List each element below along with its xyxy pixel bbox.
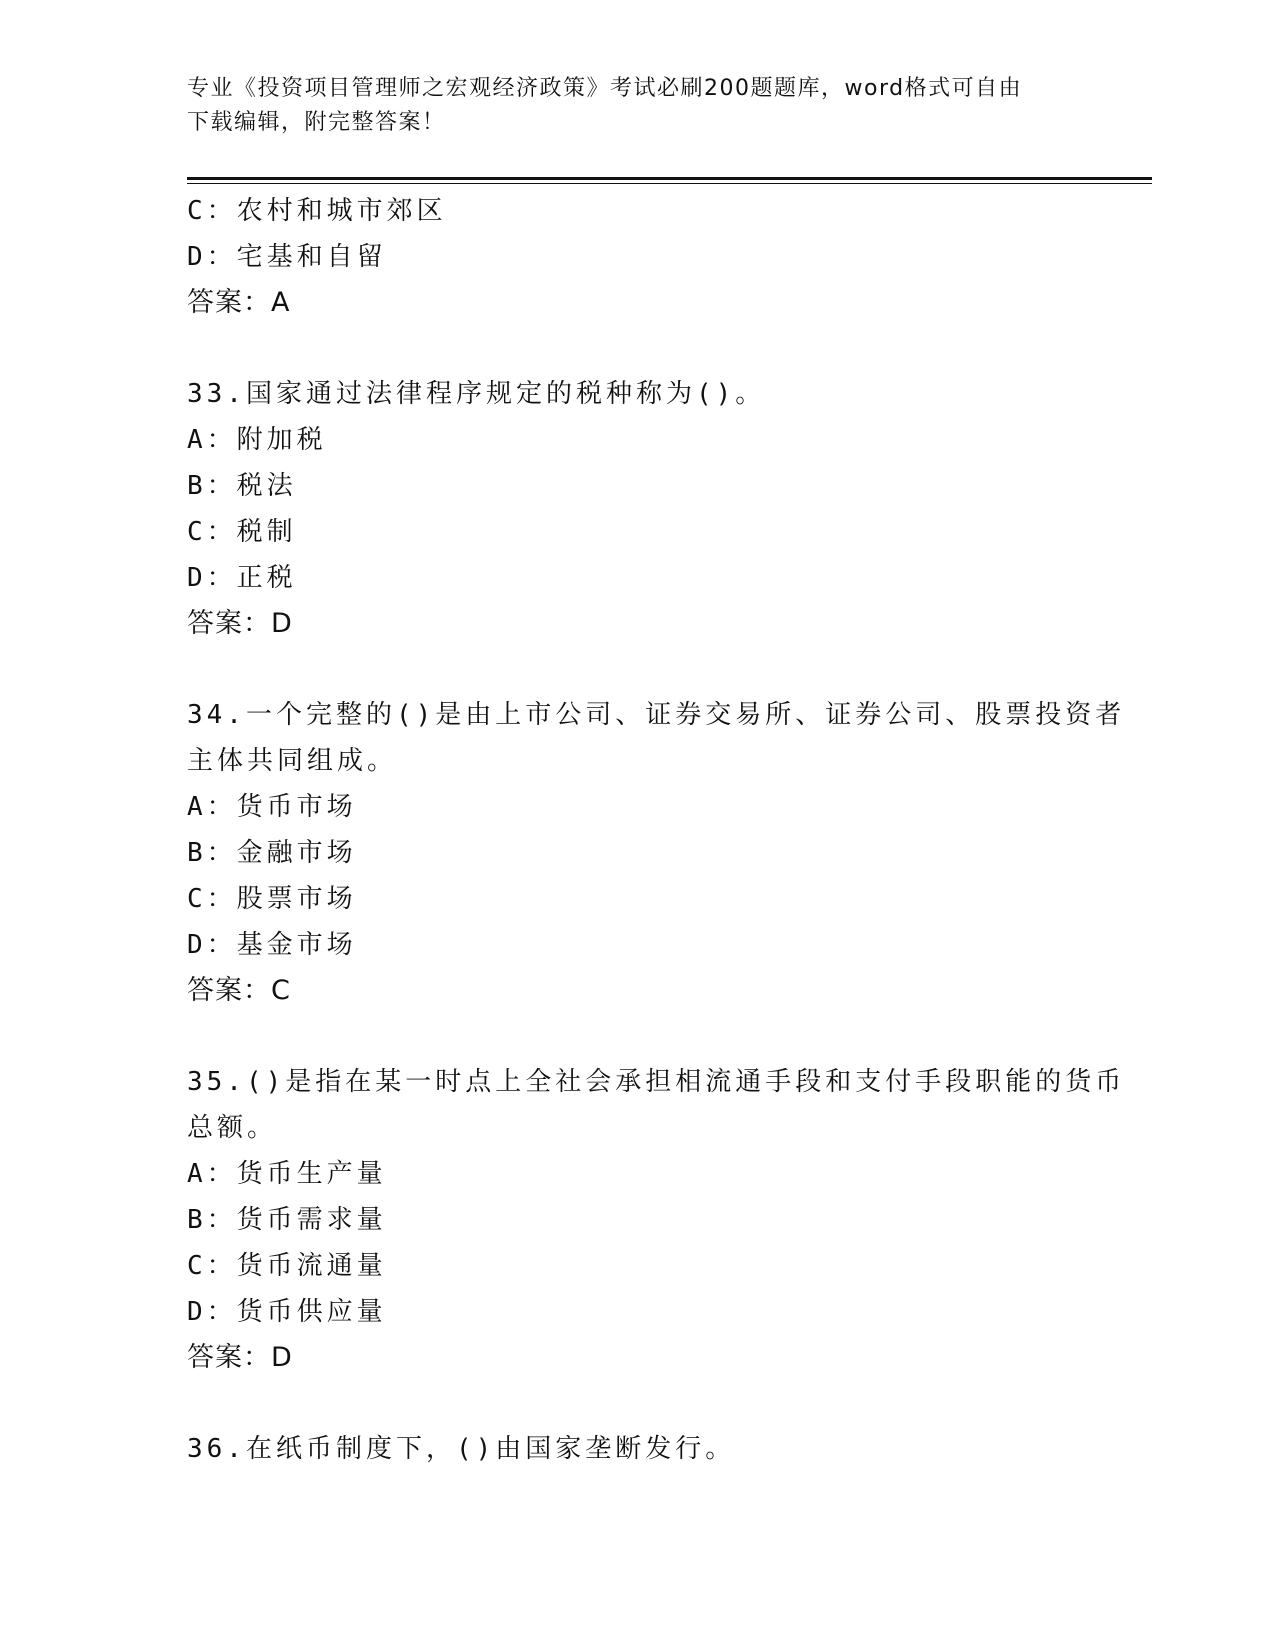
option-d: D：基金市场 (187, 930, 357, 960)
option-d: D：货币供应量 (187, 1297, 387, 1327)
option-d: D：宅基和自留 (187, 242, 387, 272)
question-stem: 36.在纸币制度下，()由国家垄断发行。 (187, 1434, 736, 1464)
question-35 (187, 1059, 1126, 1381)
header-line-2: 下载编辑，附完整答案！ (187, 110, 446, 135)
header-divider-thin (187, 183, 1152, 184)
header-line-1: 专业《投资项目管理师之宏观经济政策》考试必刷200题题库，word格式可自由 (187, 76, 1023, 101)
option-b: B：金融市场 (187, 838, 357, 868)
spacer (187, 1381, 1117, 1426)
spacer (187, 1014, 1117, 1059)
question-stem-line-1: 35.()是指在某一时点上全社会承担相流通手段和支付手段职能的货币 (187, 1067, 1126, 1097)
document-header (187, 72, 1067, 140)
answer: 答案：D (187, 608, 293, 639)
question-stem: 33.国家通过法律程序规定的税种称为()。 (187, 379, 766, 409)
spacer (187, 647, 1117, 692)
option-a: A：附加税 (187, 425, 327, 455)
option-a: A：货币生产量 (187, 1159, 387, 1189)
answer: 答案：C (187, 975, 291, 1006)
question-stem-line-2: 总额。 (187, 1113, 278, 1143)
option-b: B：税法 (187, 471, 297, 501)
question-34 (187, 692, 1126, 1014)
option-c: C：农村和城市郊区 (187, 196, 447, 226)
answer: 答案：D (187, 1342, 293, 1373)
answer: 答案：A (187, 287, 291, 318)
option-d: D：正税 (187, 563, 297, 593)
header-divider-thick (187, 177, 1152, 180)
option-a: A：货币市场 (187, 792, 357, 822)
spacer (187, 326, 1117, 371)
question-stem-line-1: 34.一个完整的()是由上市公司、证券交易所、证券公司、股票投资者 (187, 700, 1126, 730)
question-32-continuation (187, 188, 1117, 326)
option-c: C：货币流通量 (187, 1251, 387, 1281)
question-stem-line-2: 主体共同组成。 (187, 746, 398, 776)
option-c: C：股票市场 (187, 884, 357, 914)
option-c: C：税制 (187, 517, 297, 547)
option-b: B：货币需求量 (187, 1205, 387, 1235)
question-36 (187, 1426, 1117, 1472)
question-33 (187, 371, 1117, 647)
question-list (187, 188, 1126, 1472)
